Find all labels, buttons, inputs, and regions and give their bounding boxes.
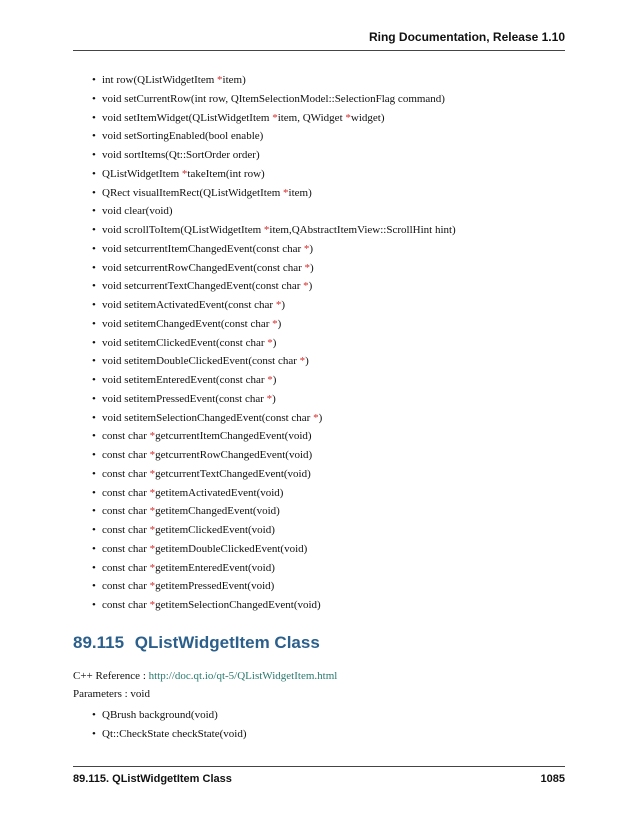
- pointer-symbol: *: [149, 542, 156, 555]
- method-text: getitemChangedEvent(void): [155, 505, 280, 518]
- method-text: ): [277, 317, 282, 330]
- method-text: void setitemChangedEvent(const char: [102, 317, 273, 330]
- method-item: [92, 502, 456, 521]
- pointer-symbol: *: [303, 280, 309, 293]
- method-item: [92, 127, 456, 146]
- method-item: [92, 296, 456, 315]
- method-list: [92, 71, 456, 615]
- method-text: getcurrentItemChangedEvent(void): [155, 430, 312, 443]
- method-text: void clear(void): [102, 205, 173, 218]
- method-text: int row(QListWidgetItem: [102, 74, 218, 86]
- method-item: [92, 409, 456, 428]
- method-item: [92, 521, 456, 540]
- method-text: void setCurrentRow(int row, QItemSelectionModel::SelectionFlag command): [102, 92, 445, 105]
- method-text: item,QAbstractItemView::ScrollHint hint): [269, 224, 456, 236]
- pointer-symbol: *: [266, 392, 273, 405]
- method-item: [92, 184, 456, 203]
- pointer-symbol: *: [313, 411, 319, 424]
- method-text: ): [310, 261, 314, 274]
- method-item: [92, 240, 456, 259]
- method-text: getitemEnteredEvent(void): [155, 561, 275, 574]
- pointer-symbol: *: [283, 186, 289, 199]
- method-item: [92, 315, 456, 334]
- pointer-symbol: *: [149, 561, 156, 574]
- method-text: const char: [102, 561, 150, 574]
- pointer-symbol: *: [272, 111, 278, 124]
- section-method-item: • QBrush background(void): [92, 706, 246, 725]
- method-item: [92, 277, 456, 296]
- method-text: void setitemDoubleClickedEvent(const char: [102, 355, 300, 368]
- method-text: ): [318, 411, 323, 424]
- method-text: ): [305, 355, 309, 368]
- method-text: item, QWidget: [277, 111, 346, 124]
- method-text: ): [272, 374, 277, 386]
- method-text: const char: [102, 505, 150, 518]
- method-text: const char: [102, 486, 150, 499]
- pointer-symbol: *: [149, 505, 156, 518]
- method-text: void setSortingEnabled(bool enable): [102, 130, 264, 143]
- reference-label: C++ Reference :: [73, 670, 149, 682]
- method-text: item): [288, 186, 312, 199]
- header-title: Ring Documentation, Release 1.10: [368, 30, 565, 44]
- method-item: [92, 596, 456, 615]
- method-text: getitemActivatedEvent(void): [155, 486, 284, 499]
- method-text: void setitemActivatedEvent(const char: [102, 299, 276, 311]
- pointer-symbol: *: [181, 167, 188, 180]
- method-text: ): [281, 299, 285, 311]
- method-item: [92, 352, 456, 371]
- method-text: getitemSelectionChangedEvent(void): [155, 599, 321, 611]
- method-item: [92, 165, 456, 184]
- method-text: const char: [102, 542, 150, 555]
- method-text: void setcurrentRowChangedEvent(const char: [102, 261, 305, 274]
- section-number: 89.115: [73, 633, 125, 652]
- pointer-symbol: *: [272, 317, 278, 330]
- method-text: const char: [102, 430, 150, 443]
- pointer-symbol: *: [263, 224, 270, 236]
- method-text: const char: [102, 580, 150, 593]
- method-text: widget): [350, 111, 385, 124]
- pointer-symbol: *: [303, 242, 310, 255]
- method-text: ): [272, 392, 276, 405]
- reference-link[interactable]: http://doc.qt.io/qt-5/QListWidgetItem.html: [148, 670, 338, 682]
- pointer-symbol: *: [275, 299, 282, 311]
- method-item: [92, 334, 456, 353]
- pointer-symbol: *: [149, 449, 156, 461]
- parameters-text: Parameters : void: [73, 688, 150, 700]
- method-text: void setitemSelectionChangedEvent(const char: [102, 411, 314, 424]
- pointer-symbol: *: [345, 111, 351, 124]
- method-item: [92, 371, 456, 390]
- method-item: [92, 540, 456, 559]
- page-footer: [73, 766, 565, 785]
- page-number: 1085: [540, 773, 565, 785]
- method-text: QListWidgetItem: [102, 167, 182, 180]
- method-item: [92, 559, 456, 578]
- method-item: [92, 427, 456, 446]
- pointer-symbol: *: [217, 74, 223, 86]
- pointer-symbol: *: [149, 467, 156, 480]
- method-text: getcurrentRowChangedEvent(void): [155, 449, 313, 461]
- method-text: getcurrentTextChangedEvent(void): [155, 467, 311, 480]
- method-text: getitemDoubleClickedEvent(void): [155, 542, 308, 555]
- method-item: [92, 446, 456, 465]
- pointer-symbol: *: [267, 336, 273, 349]
- method-item: [92, 390, 456, 409]
- method-text: ): [309, 242, 314, 255]
- method-text: const char: [102, 524, 150, 536]
- method-text: void setitemPressedEvent(const char: [102, 392, 267, 405]
- pointer-symbol: *: [149, 486, 156, 499]
- method-text: item): [222, 74, 246, 86]
- method-item: [92, 484, 456, 503]
- method-text: void setcurrentTextChangedEvent(const char: [102, 280, 304, 293]
- section-title: QListWidgetItem Class: [134, 633, 320, 652]
- footer-section: 89.115. QListWidgetItem Class: [73, 773, 232, 785]
- method-text: const char: [102, 467, 150, 480]
- method-item: [92, 71, 456, 90]
- pointer-symbol: *: [267, 374, 273, 386]
- method-text: takeItem(int row): [187, 167, 265, 180]
- method-item: [92, 465, 456, 484]
- method-item: [92, 221, 456, 240]
- pointer-symbol: *: [149, 599, 156, 611]
- method-text: void setcurrentItemChangedEvent(const char: [102, 242, 304, 255]
- method-text: void setitemClickedEvent(const char: [102, 336, 268, 349]
- pointer-symbol: *: [149, 430, 156, 443]
- method-text: ): [272, 336, 277, 349]
- method-text: const char: [102, 599, 150, 611]
- pointer-symbol: *: [304, 261, 311, 274]
- pointer-symbol: *: [149, 524, 156, 536]
- method-item: [92, 90, 456, 109]
- pointer-symbol: *: [299, 355, 306, 368]
- method-item: [92, 109, 456, 128]
- method-item: [92, 577, 456, 596]
- method-text: void scrollToItem(QListWidgetItem: [102, 224, 264, 236]
- method-text: getitemPressedEvent(void): [155, 580, 275, 593]
- method-text: const char: [102, 449, 150, 461]
- method-item: [92, 259, 456, 278]
- cpp-reference: [73, 670, 337, 682]
- section-heading: [73, 633, 320, 653]
- section-method-list: [92, 706, 246, 744]
- method-text: void setItemWidget(QListWidgetItem: [102, 111, 273, 124]
- section-method-item: • Qt::CheckState checkState(void): [92, 725, 246, 744]
- method-item: [92, 202, 456, 221]
- method-text: void setitemEnteredEvent(const char: [102, 374, 268, 386]
- method-item: [92, 146, 456, 165]
- method-text: ): [308, 280, 313, 293]
- method-text: void sortItems(Qt::SortOrder order): [102, 149, 260, 161]
- page-header: [73, 30, 565, 51]
- method-text: QRect visualItemRect(QListWidgetItem: [102, 186, 284, 199]
- pointer-symbol: *: [149, 580, 156, 593]
- method-text: getitemClickedEvent(void): [155, 524, 275, 536]
- parameters-line: [73, 688, 150, 700]
